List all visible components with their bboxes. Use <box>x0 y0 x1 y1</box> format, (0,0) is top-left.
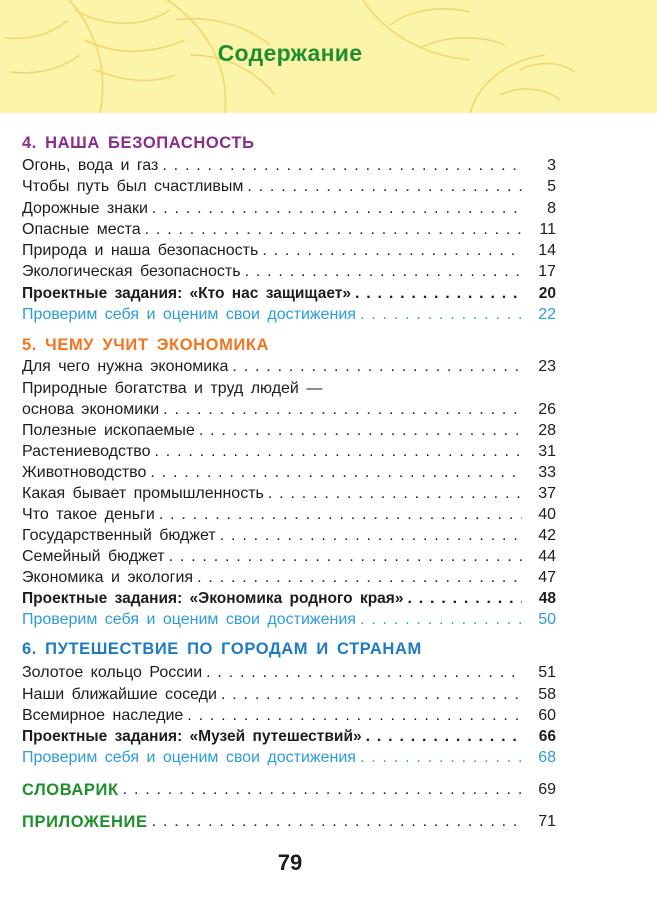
leader-dots <box>360 305 522 325</box>
leader-dots <box>232 357 522 377</box>
toc-entry-page: 26 <box>538 401 556 418</box>
toc-entry[interactable] <box>22 661 556 683</box>
leader-dots <box>245 262 522 282</box>
toc-entry-page: 58 <box>538 686 556 703</box>
toc-entry[interactable] <box>22 419 556 441</box>
toc-entry-title: Растениеводство <box>22 443 151 460</box>
toc-entry-page: 48 <box>538 590 556 607</box>
leader-dots <box>150 463 522 483</box>
leader-dots <box>262 241 522 261</box>
toc-entry-title: Дорожные знаки <box>22 200 148 217</box>
toc-entry-title: Проверим себя и оценим свои достижения <box>22 749 356 766</box>
toc-entry-title: Наши ближайшие соседи <box>22 686 217 703</box>
toc-entry[interactable] <box>22 524 556 546</box>
toc-entry[interactable] <box>22 566 556 588</box>
toc-entry-title: СЛОВАРИК <box>22 781 119 799</box>
toc-entry-title: Проектные задания: «Экономика родного края» <box>22 590 404 607</box>
leader-dots <box>152 199 522 219</box>
leader-dots <box>162 156 522 176</box>
page-number: 79 <box>277 850 303 875</box>
section-heading-4: 4. НАША БЕЗОПАСНОСТЬ <box>22 134 255 152</box>
toc-entry-page: 31 <box>538 443 556 460</box>
toc-entry[interactable] <box>22 260 556 282</box>
leader-dots <box>123 780 522 800</box>
toc-entry[interactable] <box>22 154 556 176</box>
toc-entry[interactable] <box>22 461 556 483</box>
leader-dots <box>268 484 522 504</box>
toc-entry[interactable] <box>22 683 556 705</box>
section-heading-6: 6. ПУТЕШЕСТВИЕ ПО ГОРОДАМ И СТРАНАМ <box>22 640 422 658</box>
leader-dots <box>145 220 522 240</box>
leader-dots <box>206 663 522 683</box>
leader-dots <box>199 421 522 441</box>
toc-entry-title: Проектные задания: «Музей путешествий» <box>22 728 362 745</box>
toc-entry-page: 69 <box>538 781 556 798</box>
toc-entry-title: Государственный бюджет <box>22 527 216 544</box>
toc-entry-title: Проверим себя и оценим свои достижения <box>22 306 356 323</box>
toc-entry[interactable] <box>22 355 556 377</box>
toc-entry[interactable] <box>22 239 556 261</box>
toc-entry-glossary[interactable] <box>22 778 556 800</box>
toc-entry-page: 44 <box>538 548 556 565</box>
toc-entry-page: 40 <box>538 506 556 523</box>
toc-entry-page: 8 <box>547 200 556 217</box>
toc-entry-page: 50 <box>538 611 556 628</box>
toc-entry-project[interactable] <box>22 725 556 747</box>
toc-entry-page: 3 <box>547 157 556 174</box>
toc-entry-page: 14 <box>538 242 556 259</box>
leader-dots <box>187 706 522 726</box>
toc-entry-title: Полезные ископаемые <box>22 422 195 439</box>
toc-entry-page: 47 <box>538 569 556 586</box>
leader-dots <box>366 727 522 747</box>
leader-dots <box>163 400 522 420</box>
toc-entry-title: Проверим себя и оценим свои достижения <box>22 611 356 628</box>
leader-dots <box>360 610 522 630</box>
toc-entry-title: Семейный бюджет <box>22 548 165 565</box>
toc-entry-project[interactable] <box>22 282 556 304</box>
toc-entry-page: 23 <box>538 358 556 375</box>
toc-entry-title: Чтобы путь был счастливым <box>22 178 244 195</box>
section-heading-5: 5. ЧЕМУ УЧИТ ЭКОНОМИКА <box>22 336 270 354</box>
toc-entry-page: 20 <box>538 285 556 302</box>
toc-entry-title: Природа и наша безопасность <box>22 242 259 259</box>
toc-entry-title: Для чего нужна экономика <box>22 358 229 375</box>
toc-entry-page: 60 <box>538 707 556 724</box>
toc-entry-title: Что такое деньги <box>22 506 155 523</box>
toc-entry-self-check[interactable] <box>22 303 556 325</box>
toc-entry-title: Всемирное наследие <box>22 707 184 724</box>
toc-entry-page: 68 <box>538 749 556 766</box>
toc-entry-line[interactable] <box>22 377 556 399</box>
toc-entry-title: ПРИЛОЖЕНИЕ <box>22 813 148 831</box>
toc-entry-title: Экономика и экология <box>22 569 194 586</box>
leader-dots <box>407 589 522 609</box>
toc-entry-title: Экологическая безопасность <box>22 263 241 280</box>
toc-entry-page: 66 <box>538 728 556 745</box>
toc-entry-page: 5 <box>547 178 556 195</box>
leader-dots <box>360 748 522 768</box>
toc-entry-title: Золотое кольцо России <box>22 664 203 681</box>
leader-dots <box>355 284 522 304</box>
toc-entry-page: 33 <box>538 464 556 481</box>
toc-entry-title: Животноводство <box>22 464 147 481</box>
toc-entry-title: Какая бывает промышленность <box>22 485 264 502</box>
toc-entry[interactable] <box>22 440 556 462</box>
toc-entry[interactable] <box>22 197 556 219</box>
toc-entry-self-check[interactable] <box>22 608 556 630</box>
leader-dots <box>159 505 522 525</box>
toc-entry[interactable] <box>22 482 556 504</box>
leader-dots <box>155 442 522 462</box>
toc-entry[interactable] <box>22 175 556 197</box>
toc-entry-appendix[interactable] <box>22 810 556 832</box>
toc-entry-title: Природные богатства и труд людей — <box>22 380 323 397</box>
toc-entry-page: 17 <box>538 263 556 280</box>
leader-dots <box>169 547 522 567</box>
toc-entry-title: Огонь, вода и газ <box>22 157 159 174</box>
page-title: Содержание <box>217 40 363 66</box>
leader-dots <box>152 812 522 832</box>
toc-entry[interactable] <box>22 545 556 567</box>
leader-dots <box>221 685 522 705</box>
toc-entry[interactable] <box>22 218 556 240</box>
toc-entry-page: 37 <box>538 485 556 502</box>
toc-entry-page: 28 <box>538 422 556 439</box>
toc-entry-page: 51 <box>538 664 556 681</box>
leader-dots <box>197 568 522 588</box>
toc-entry[interactable] <box>22 398 556 420</box>
toc-entry[interactable] <box>22 503 556 525</box>
toc-entry-project[interactable] <box>22 587 556 609</box>
toc-entry-title: основа экономики <box>22 401 160 418</box>
toc-entry-page: 22 <box>538 306 556 323</box>
leader-dots <box>220 526 522 546</box>
toc-entry-title: Опасные места <box>22 221 141 238</box>
toc-entry-page: 71 <box>538 813 556 830</box>
toc-entry[interactable] <box>22 704 556 726</box>
toc-entry-self-check[interactable] <box>22 746 556 768</box>
toc-entry-page: 11 <box>539 221 556 238</box>
leader-dots <box>247 177 522 197</box>
toc-entry-title: Проектные задания: «Кто нас защищает» <box>22 285 351 302</box>
toc-entry-page: 42 <box>538 527 556 544</box>
